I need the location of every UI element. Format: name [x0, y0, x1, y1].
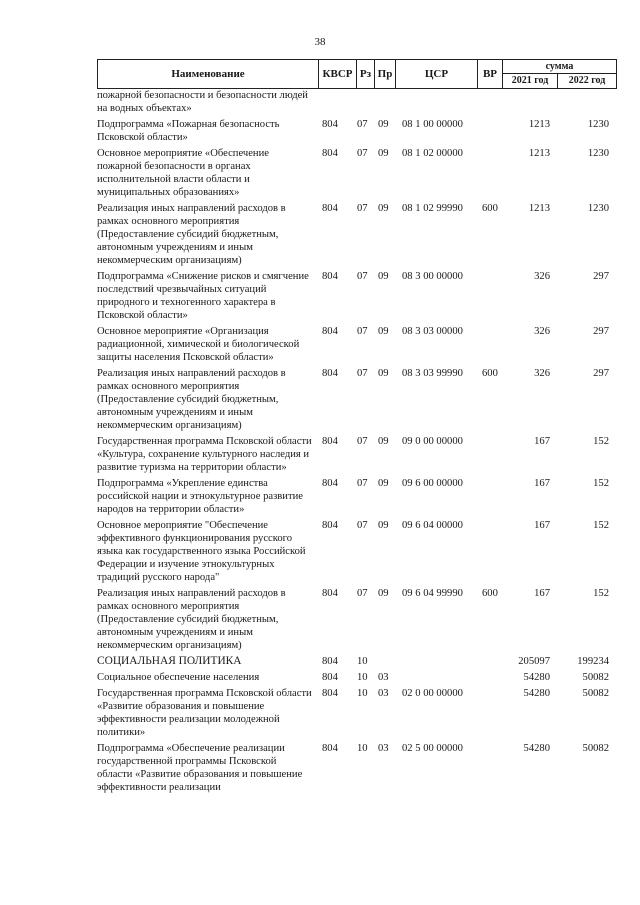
row-sum-2021: 167 — [534, 436, 550, 447]
row-name: Подпрограмма «Обеспечение реализации государственной программы Псковской области «Развитие образования и повышение эффективности реализации — [97, 743, 303, 793]
row-pr: 09 — [378, 368, 389, 379]
row-sum-2022: 1230 — [587, 119, 609, 130]
row-rz: 07 — [357, 119, 368, 130]
row-pr: 09 — [378, 478, 389, 489]
table-row — [97, 435, 617, 474]
row-sum-2021: 1213 — [528, 203, 550, 214]
row-sum-2021: 326 — [534, 326, 550, 337]
row-kvsr: 804 — [322, 688, 338, 699]
header-sum: сумма — [502, 60, 616, 74]
table-row — [97, 270, 617, 322]
row-name: Государственная программа Псковской области «Развитие образования и повышение эффективности реализации молодежной политики» — [97, 688, 312, 738]
row-pr: 09 — [378, 148, 389, 159]
row-name: СОЦИАЛЬНАЯ ПОЛИТИКА — [97, 655, 242, 667]
row-sum-2022: 152 — [593, 520, 609, 531]
row-kvsr: 804 — [322, 656, 338, 667]
row-sum-2022: 152 — [593, 436, 609, 447]
header-name: Наименование — [171, 68, 245, 80]
row-name: Реализация иных направлений расходов в рамках основного мероприятия (Предоставление субсидий бюджетным, автономным учреждениям и иным некоммерческим организациям) — [97, 203, 286, 266]
row-rz: 07 — [357, 326, 368, 337]
page-number: 38 — [314, 36, 326, 48]
row-pr: 09 — [378, 588, 389, 599]
header-rz: Рз — [356, 60, 374, 88]
row-sum-2022: 297 — [593, 368, 609, 379]
row-csr: 09 0 00 00000 — [402, 436, 463, 447]
row-kvsr: 804 — [322, 743, 338, 754]
row-name: Основное мероприятие "Обеспечение эффективного функционирования русского языка как государственного языка Российской Федерации и изучение этнокультурных традиций русского народа" — [97, 520, 306, 583]
row-name: Подпрограмма «Укрепление единства российской нации и этнокультурное развитие народов на территории области» — [97, 478, 303, 515]
row-kvsr: 804 — [322, 203, 338, 214]
row-pr: 09 — [378, 119, 389, 130]
row-pr: 03 — [378, 688, 389, 699]
row-sum-2022: 50082 — [582, 688, 609, 699]
row-kvsr: 804 — [322, 436, 338, 447]
table-row — [97, 477, 617, 516]
header-kvsr: КВСР — [318, 60, 356, 88]
row-name: Реализация иных направлений расходов в рамках основного мероприятия (Предоставление субсидий бюджетным, автономным учреждениям и иным некоммерческим организациям) — [97, 588, 286, 651]
row-sum-2021: 326 — [534, 271, 550, 282]
row-rz: 10 — [357, 656, 368, 667]
table-row — [97, 671, 617, 684]
row-sum-2022: 152 — [593, 478, 609, 489]
row-csr: 02 0 00 00000 — [402, 688, 463, 699]
row-csr: 08 3 03 99990 — [402, 368, 463, 379]
row-rz: 10 — [357, 688, 368, 699]
budget-table — [97, 59, 617, 797]
table-row — [97, 367, 617, 432]
row-kvsr: 804 — [322, 368, 338, 379]
row-csr: 08 3 03 00000 — [402, 326, 463, 337]
row-rz: 07 — [357, 368, 368, 379]
row-name: Реализация иных направлений расходов в рамках основного мероприятия (Предоставление субсидий бюджетным, автономным учреждениям и иным некоммерческим организациям) — [97, 368, 286, 431]
table-row — [97, 147, 617, 199]
row-name: Подпрограмма «Пожарная безопасность Псковской области» — [97, 119, 280, 143]
row-pr: 03 — [378, 672, 389, 683]
row-sum-2021: 54280 — [523, 672, 550, 683]
row-kvsr: 804 — [322, 672, 338, 683]
row-csr: 09 6 00 00000 — [402, 478, 463, 489]
row-csr: 02 5 00 00000 — [402, 743, 463, 754]
header-year-2022: 2022 год — [557, 74, 616, 88]
header-pr: Пр — [374, 60, 395, 88]
row-rz: 07 — [357, 271, 368, 282]
row-vr: 600 — [482, 368, 498, 379]
row-rz: 07 — [357, 203, 368, 214]
row-sum-2022: 50082 — [582, 743, 609, 754]
row-sum-2022: 297 — [593, 271, 609, 282]
row-kvsr: 804 — [322, 271, 338, 282]
row-kvsr: 804 — [322, 520, 338, 531]
table-body — [97, 89, 617, 794]
header-year-2021: 2021 год — [502, 74, 557, 88]
row-pr: 03 — [378, 743, 389, 754]
row-kvsr: 804 — [322, 119, 338, 130]
row-name: пожарной безопасности и безопасности людей на водных объектах» — [97, 90, 308, 114]
row-sum-2021: 167 — [534, 478, 550, 489]
row-kvsr: 804 — [322, 326, 338, 337]
table-header — [97, 59, 617, 89]
table-row — [97, 202, 617, 267]
row-csr: 08 1 02 99990 — [402, 203, 463, 214]
row-pr: 09 — [378, 436, 389, 447]
table-row — [97, 742, 617, 794]
row-sum-2021: 167 — [534, 588, 550, 599]
row-sum-2022: 1230 — [587, 148, 609, 159]
row-vr: 600 — [482, 588, 498, 599]
row-kvsr: 804 — [322, 478, 338, 489]
row-vr: 600 — [482, 203, 498, 214]
row-rz: 07 — [357, 436, 368, 447]
row-rz: 10 — [357, 743, 368, 754]
row-sum-2022: 199234 — [577, 656, 609, 667]
row-csr: 09 6 04 00000 — [402, 520, 463, 531]
row-sum-2021: 1213 — [528, 148, 550, 159]
row-sum-2021: 54280 — [523, 688, 550, 699]
table-row — [97, 687, 617, 739]
row-name: Основное мероприятие «Организация радиационной, химической и биологической защиты населения Псковской области» — [97, 326, 300, 363]
row-name: Подпрограмма «Снижение рисков и смягчение последствий чрезвычайных ситуаций природного и техногенного характера в Псковской области» — [97, 271, 309, 321]
table-row — [97, 587, 617, 652]
row-rz: 07 — [357, 520, 368, 531]
row-sum-2021: 205097 — [518, 656, 550, 667]
row-sum-2021: 167 — [534, 520, 550, 531]
row-sum-2022: 1230 — [587, 203, 609, 214]
row-sum-2022: 152 — [593, 588, 609, 599]
table-row — [97, 89, 617, 115]
row-csr: 08 1 02 00000 — [402, 148, 463, 159]
header-vr: ВР — [477, 60, 502, 88]
row-name: Основное мероприятие «Обеспечение пожарной безопасности в органах исполнительной власти области и муниципальных образованиях» — [97, 148, 269, 198]
row-sum-2021: 1213 — [528, 119, 550, 130]
row-csr: 08 3 00 00000 — [402, 271, 463, 282]
row-pr: 09 — [378, 520, 389, 531]
row-pr: 09 — [378, 271, 389, 282]
row-pr: 09 — [378, 203, 389, 214]
row-sum-2021: 326 — [534, 368, 550, 379]
table-row — [97, 325, 617, 364]
row-name: Государственная программа Псковской области «Культура, сохранение культурного наследия и развитие туризма на территории области» — [97, 436, 312, 473]
table-row — [97, 519, 617, 584]
row-rz: 10 — [357, 672, 368, 683]
row-rz: 07 — [357, 478, 368, 489]
table-row — [97, 655, 617, 668]
row-name: Социальное обеспечение населения — [97, 672, 260, 683]
row-csr: 08 1 00 00000 — [402, 119, 463, 130]
row-sum-2022: 50082 — [582, 672, 609, 683]
row-sum-2022: 297 — [593, 326, 609, 337]
row-rz: 07 — [357, 588, 368, 599]
row-csr: 09 6 04 99990 — [402, 588, 463, 599]
row-pr: 09 — [378, 326, 389, 337]
row-rz: 07 — [357, 148, 368, 159]
table-row — [97, 118, 617, 144]
row-kvsr: 804 — [322, 148, 338, 159]
row-sum-2021: 54280 — [523, 743, 550, 754]
row-kvsr: 804 — [322, 588, 338, 599]
header-csr: ЦСР — [395, 60, 477, 88]
